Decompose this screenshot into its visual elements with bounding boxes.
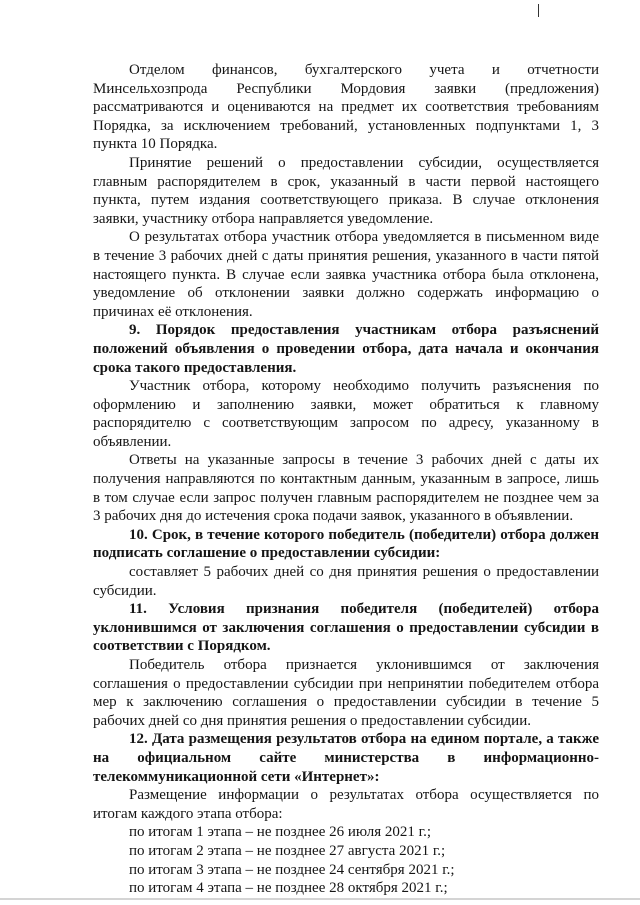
paragraph-clarification-request: Участник отбора, которому необходимо получить разъяснения по оформлению и заполнению заявки, может обратиться к главному распорядителю с соответствующим запросом по адресу, указанному в объявлении. [93,378,599,450]
paragraph-review-applications: Отделом финансов, бухгалтерского учета и отчетности Минсельхозпрода Республики Мордовия заявки (предложения) рассматриваются и оцениваются на предмет их соответствия требованиям Порядка, за исключением требований, установленных подпунктами 1, 3 пункта 10 Порядка. [93,62,599,153]
section-heading-12: 12. Дата размещения результатов отбора на едином портале, а также на официальном сайте министерства в информационно-телекоммуникационной сети «Интернет»: [93,731,599,785]
document-body [93,61,599,898]
list-item-stage-2: по итогам 2 этапа – не позднее 27 августа 2021 г.; [129,842,446,859]
paragraph-clarification-answers: Ответы на указанные запросы в течение 3 рабочих дней с даты их получения направляются по контактным данным, указанным в запросе, лишь в том случае если запрос получен главным распорядителем не позднее чем за 3 рабочих дня до истечения срока подачи заявок, указанного в объявлении. [93,452,599,525]
paragraph-notification-results: О результатах отбора участник отбора уведомляется в письменном виде в течение 3 рабочих дней с даты принятия решения, указанного в части пятой настоящего пункта. В случае если заявка участника отбора была отклонена, уведомление об отклонении заявки должно содержать информацию о причинах её отклонения. [93,229,599,320]
list-item-stage-4: по итогам 4 этапа – не позднее 28 октября 2021 г.; [129,880,448,897]
scan-bottom-edge [0,898,640,900]
list-item-stage-1: по итогам 1 этапа – не позднее 26 июля 2021 г.; [129,824,431,841]
paragraph-agreement-term: составляет 5 рабочих дней со дня принятия решения о предоставлении субсидии. [93,564,599,599]
section-heading-9: 9. Порядок предоставления участникам отбора разъяснений положений объявления о проведении отбора, дата начала и окончания срока такого предоставления. [93,322,599,376]
paragraph-decision-making: Принятие решений о предоставлении субсидии, осуществляется главным распорядителем в срок, указанный в части первой настоящего пункта, путем издания соответствующего приказа. В случае отклонения заявки, участнику отбора направляется уведомление. [93,154,599,227]
paragraph-evasion-conditions: Победитель отбора признается уклонившимся от заключения соглашения о предоставлении субсидии при непринятии победителем отбора мер к заключению соглашения о предоставлении субсидии в течение 5 рабочих дней со дня принятия решения о предоставлении субсидии. [93,657,599,729]
list-item-stage-3: по итогам 3 этапа – не позднее 24 сентября 2021 г.; [129,861,455,878]
paragraph-results-publication: Размещение информации о результатах отбора осуществляется по итогам каждого этапа отбора: [93,787,599,822]
section-heading-11: 11. Условия признания победителя (победителей) отбора уклонившимся от заключения соглашения о предоставлении субсидии в соответствии с Порядком. [93,601,599,655]
scan-mark [538,4,539,17]
section-heading-10: 10. Срок, в течение которого победитель (победители) отбора должен подписать соглашение о предоставлении субсидии: [93,526,599,562]
